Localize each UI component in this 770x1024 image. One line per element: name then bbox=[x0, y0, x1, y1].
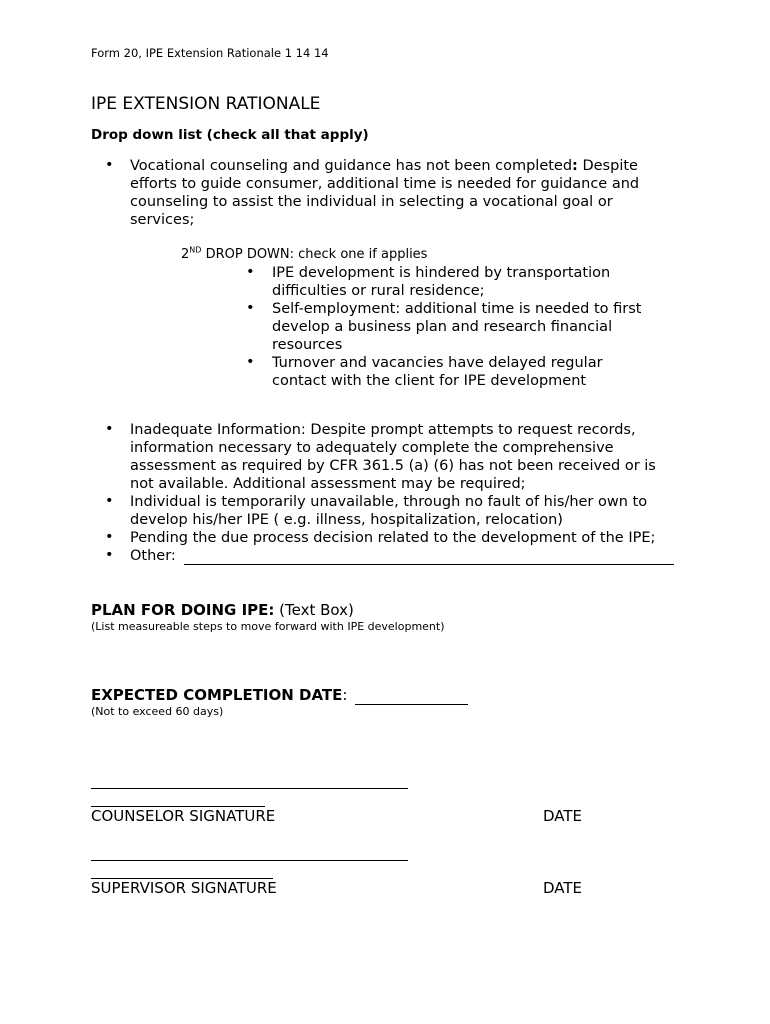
item-line: Turnover and vacancies have delayed regular bbox=[272, 355, 603, 371]
item-line: resources bbox=[272, 337, 343, 353]
plan-text-box[interactable] bbox=[91, 640, 681, 674]
label-number: 2 bbox=[181, 247, 190, 262]
bullet-icon: • bbox=[105, 493, 114, 509]
supervisor-date-label: DATE bbox=[543, 879, 583, 897]
completion-note: (Not to exceed 60 days) bbox=[91, 705, 224, 718]
supervisor-signature-label: SUPERVISOR SIGNATURE bbox=[91, 879, 277, 897]
bullet-icon: • bbox=[246, 300, 255, 316]
page-title: IPE EXTENSION RATIONALE bbox=[91, 94, 321, 114]
bullet-icon: • bbox=[105, 157, 114, 173]
bullet-icon: • bbox=[105, 547, 114, 563]
counselor-signature-line[interactable] bbox=[91, 788, 408, 789]
item-line: develop a business plan and research financial bbox=[272, 319, 613, 335]
item-line: services; bbox=[130, 212, 195, 228]
item-line: difficulties or rural residence; bbox=[272, 283, 485, 299]
label-text: DROP DOWN: check one if applies bbox=[201, 247, 428, 262]
bullet-icon: • bbox=[105, 529, 114, 545]
item-line: develop his/her IPE ( e.g. illness, hospitalization, relocation) bbox=[130, 512, 563, 528]
plan-heading-label: PLAN FOR DOING IPE: bbox=[91, 601, 275, 619]
item-line: efforts to guide consumer, additional time is needed for guidance and bbox=[130, 176, 640, 192]
counselor-signature-label: COUNSELOR SIGNATURE bbox=[91, 807, 276, 825]
item-line: assessment as required by CFR 361.5 (a) (6) has not been received or is bbox=[130, 458, 656, 474]
bullet-icon: • bbox=[105, 421, 114, 437]
item-line: information necessary to adequately complete the comprehensive bbox=[130, 440, 614, 456]
bullet-icon: • bbox=[246, 354, 255, 370]
completion-heading bbox=[91, 686, 347, 704]
item-text: Despite bbox=[577, 158, 638, 174]
item-line: contact with the client for IPE development bbox=[272, 373, 587, 389]
dropdown-instruction: Drop down list (check all that apply) bbox=[91, 127, 369, 143]
plan-heading bbox=[91, 601, 354, 619]
second-dropdown-label bbox=[181, 247, 427, 262]
supervisor-signature-line[interactable] bbox=[91, 860, 408, 861]
item-line: Individual is temporarily unavailable, through no fault of his/her own to bbox=[130, 494, 648, 510]
other-label: Other: bbox=[130, 548, 176, 564]
item-line: Inadequate Information: Despite prompt attempts to request records, bbox=[130, 422, 636, 438]
item-line: not available. Additional assessment may be required; bbox=[130, 476, 526, 492]
plan-note: (List measureable steps to move forward with IPE development) bbox=[91, 620, 445, 633]
item-colon: : bbox=[572, 158, 578, 174]
plan-heading-suffix: (Text Box) bbox=[274, 601, 354, 619]
item-line: IPE development is hindered by transportation bbox=[272, 265, 611, 281]
item-line: Self-employment: additional time is needed to first bbox=[272, 301, 642, 317]
item-line: counseling to assist the individual in selecting a vocational goal or bbox=[130, 194, 613, 210]
bullet-icon: • bbox=[246, 264, 255, 280]
completion-heading-label: EXPECTED COMPLETION DATE bbox=[91, 686, 343, 704]
other-input-line[interactable] bbox=[184, 564, 674, 565]
counselor-date-label: DATE bbox=[543, 807, 583, 825]
label-superscript: ND bbox=[189, 245, 202, 255]
form-header: Form 20, IPE Extension Rationale 1 14 14 bbox=[91, 46, 329, 60]
item-line: Pending the due process decision related to the development of the IPE; bbox=[130, 530, 656, 546]
item-line bbox=[130, 157, 638, 175]
completion-date-input-line[interactable] bbox=[355, 704, 468, 705]
item-text: Vocational counseling and guidance has not been completed bbox=[130, 158, 573, 174]
completion-colon: : bbox=[342, 686, 348, 704]
